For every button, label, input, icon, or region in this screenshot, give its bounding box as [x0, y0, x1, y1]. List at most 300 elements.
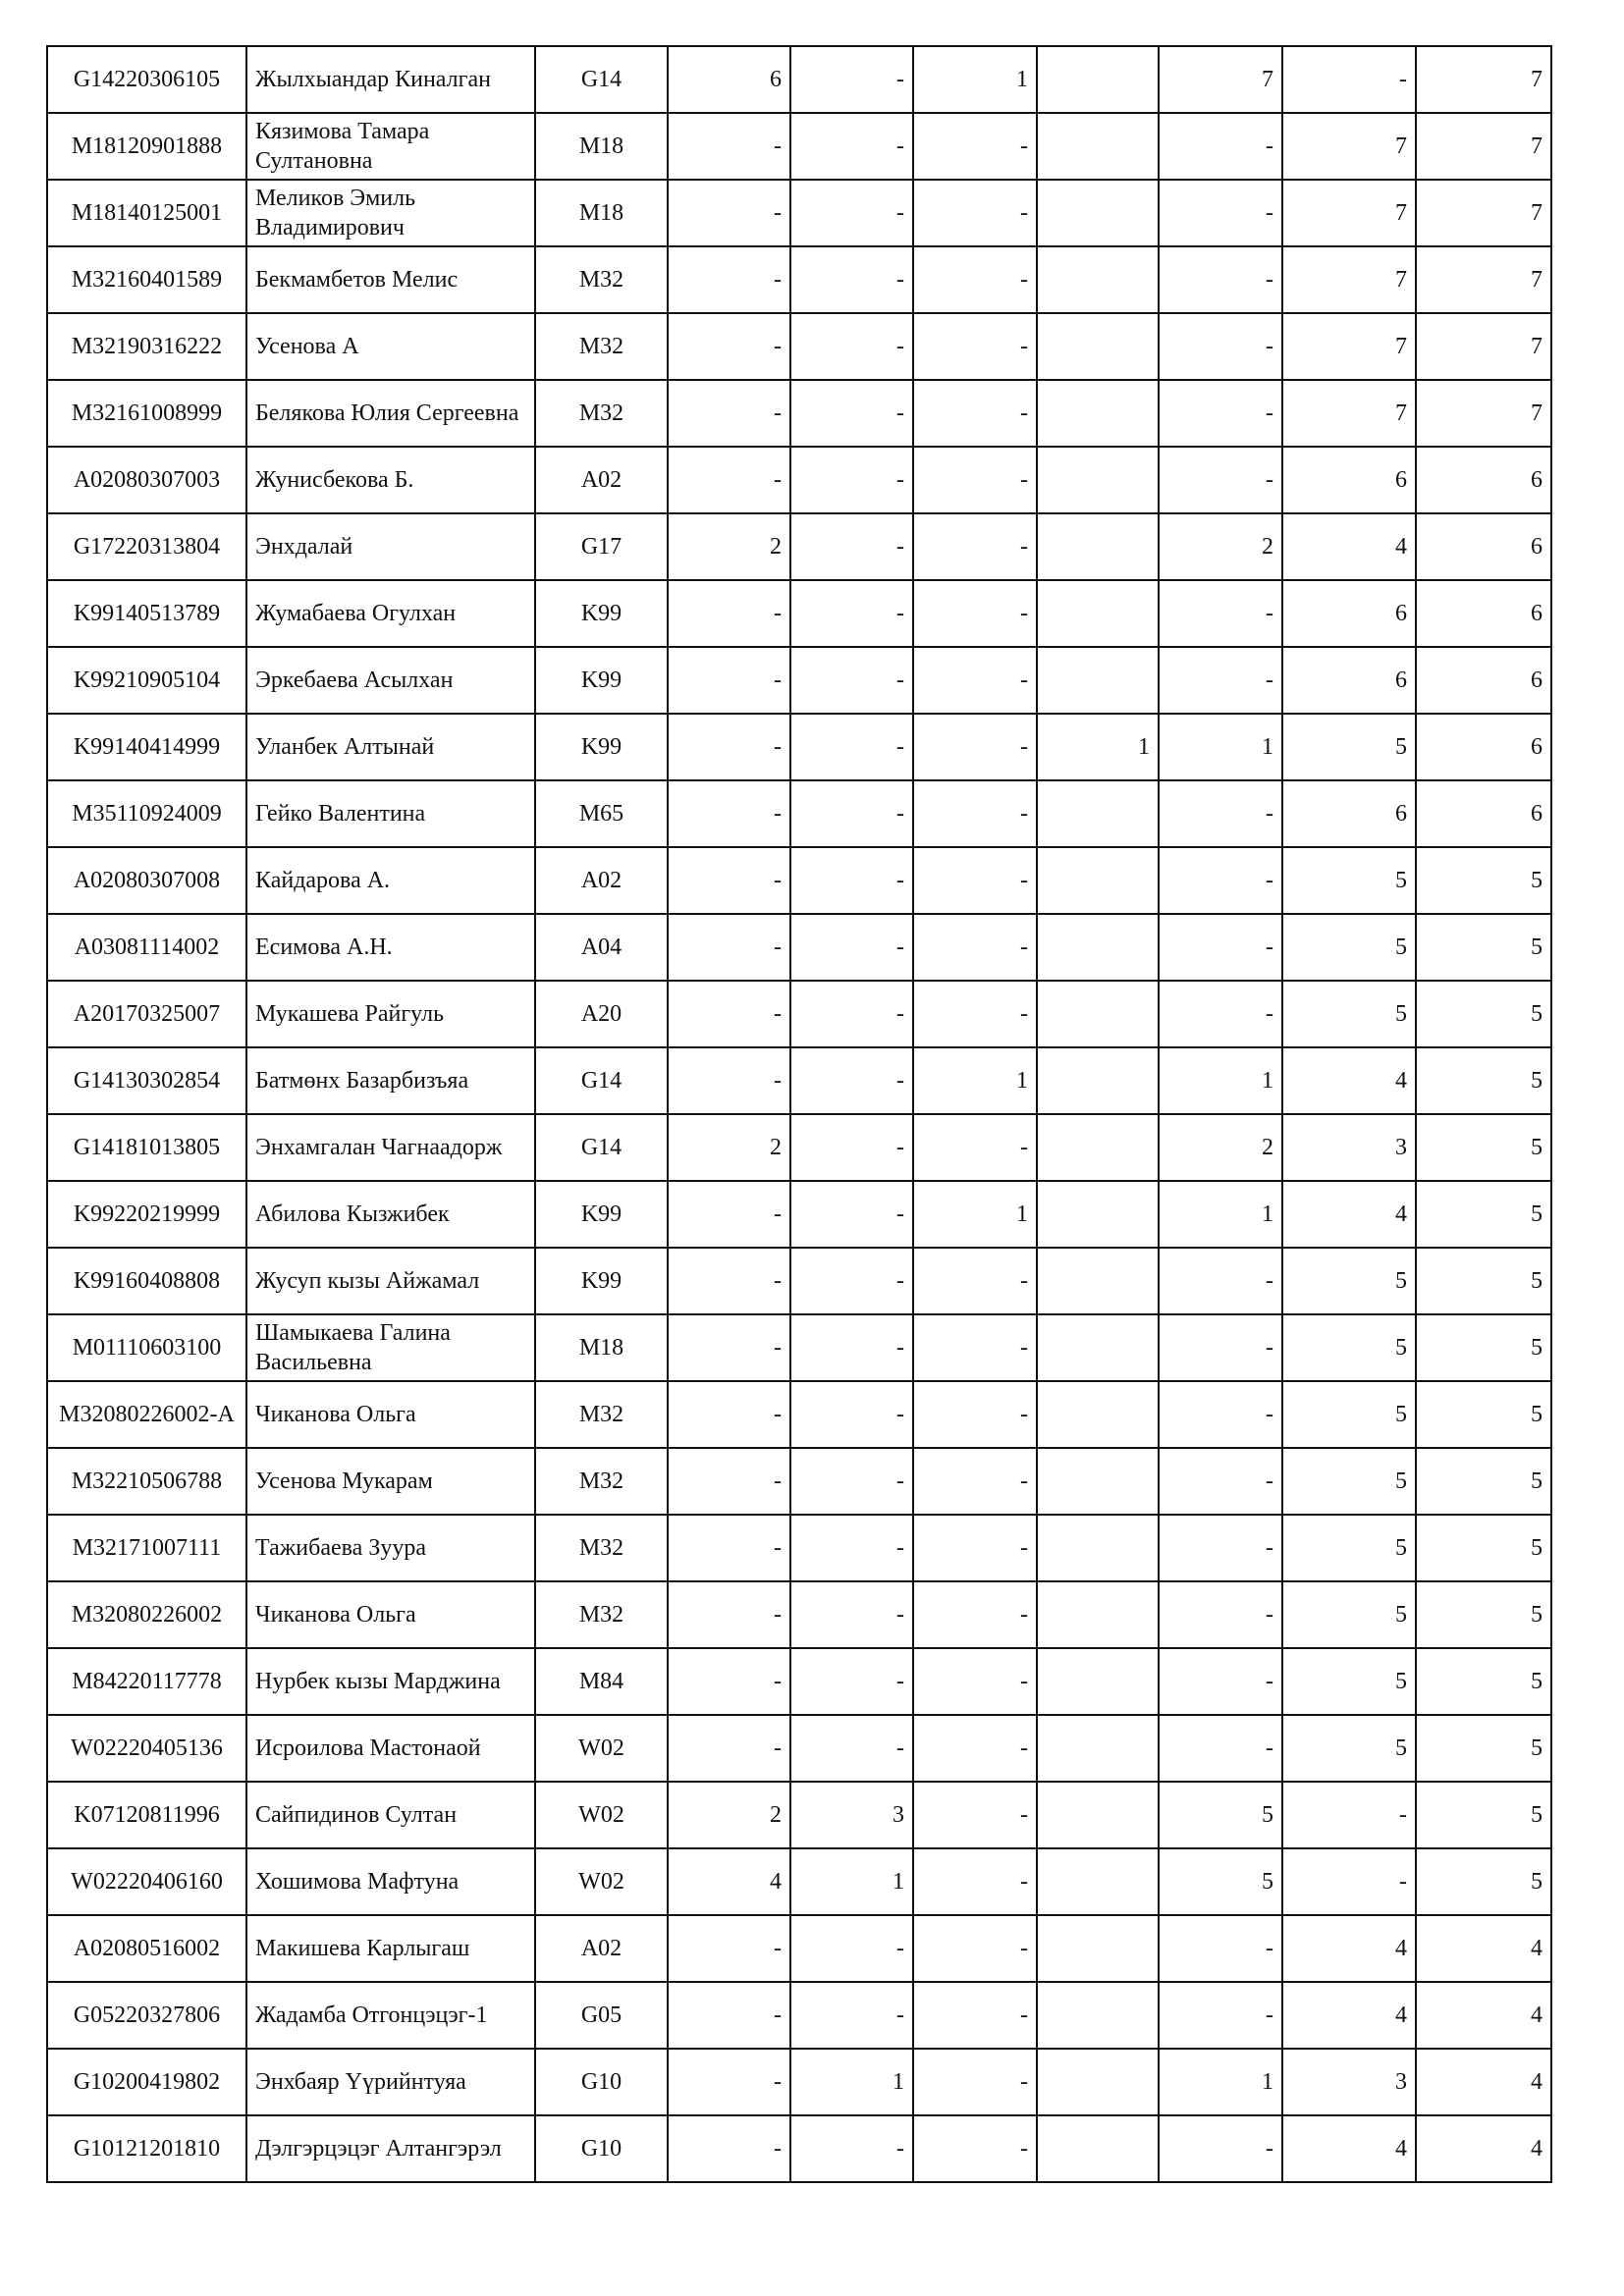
count-cell-5: 1	[1159, 1181, 1282, 1248]
count-cell-6: 5	[1282, 714, 1416, 780]
total-cell: 5	[1416, 1648, 1551, 1715]
branch-code-cell: W02	[535, 1715, 668, 1782]
count-cell-6: 4	[1282, 2115, 1416, 2182]
branch-code-cell: M32	[535, 1448, 668, 1515]
count-cell-2: -	[790, 1448, 913, 1515]
count-cell-4	[1037, 1848, 1159, 1915]
table-row	[47, 1782, 1551, 1848]
count-cell-2: -	[790, 246, 913, 313]
total-cell: 5	[1416, 1181, 1551, 1248]
count-cell-4	[1037, 1515, 1159, 1581]
count-cell-2: -	[790, 647, 913, 714]
branch-code-cell: M32	[535, 246, 668, 313]
total-cell: 5	[1416, 1581, 1551, 1648]
count-cell-2: -	[790, 847, 913, 914]
member-name-cell: Бекмамбетов Мелис	[246, 246, 535, 313]
member-name-cell: Мукашева Райгуль	[246, 981, 535, 1047]
table-body	[47, 46, 1551, 2182]
count-cell-2: -	[790, 180, 913, 246]
count-cell-5: -	[1159, 380, 1282, 447]
member-name-cell: Жылхыандар Киналган	[246, 46, 535, 113]
count-cell-6: 6	[1282, 647, 1416, 714]
count-cell-1: -	[668, 1515, 790, 1581]
count-cell-6: 5	[1282, 1248, 1416, 1314]
branch-code-cell: M18	[535, 180, 668, 246]
branch-code-cell: M84	[535, 1648, 668, 1715]
count-cell-1: -	[668, 1381, 790, 1448]
member-id-cell: G10121201810	[47, 2115, 246, 2182]
member-name-cell: Эркебаева Асылхан	[246, 647, 535, 714]
member-id-cell: K99210905104	[47, 647, 246, 714]
count-cell-6: -	[1282, 46, 1416, 113]
total-cell: 7	[1416, 313, 1551, 380]
member-name-cell: Меликов Эмиль Владимирович	[246, 180, 535, 246]
count-cell-1: -	[668, 246, 790, 313]
total-cell: 5	[1416, 847, 1551, 914]
count-cell-1: -	[668, 113, 790, 180]
branch-code-cell: A02	[535, 1915, 668, 1982]
count-cell-3: -	[913, 780, 1037, 847]
count-cell-5: 7	[1159, 46, 1282, 113]
count-cell-4	[1037, 580, 1159, 647]
member-id-cell: K07120811996	[47, 1782, 246, 1848]
count-cell-1: -	[668, 847, 790, 914]
count-cell-3: 1	[913, 1181, 1037, 1248]
count-cell-6: 4	[1282, 1181, 1416, 1248]
member-id-cell: A20170325007	[47, 981, 246, 1047]
table-row	[47, 1248, 1551, 1314]
member-name-cell: Гейко Валентина	[246, 780, 535, 847]
table-row	[47, 513, 1551, 580]
count-cell-1: -	[668, 1715, 790, 1782]
count-cell-6: 5	[1282, 1314, 1416, 1381]
count-cell-4	[1037, 1581, 1159, 1648]
total-cell: 5	[1416, 1381, 1551, 1448]
count-cell-2: -	[790, 981, 913, 1047]
count-cell-4	[1037, 1915, 1159, 1982]
count-cell-1: -	[668, 180, 790, 246]
count-cell-1: -	[668, 914, 790, 981]
total-cell: 7	[1416, 180, 1551, 246]
count-cell-1: 6	[668, 46, 790, 113]
count-cell-4	[1037, 1047, 1159, 1114]
count-cell-3: -	[913, 180, 1037, 246]
count-cell-4	[1037, 2049, 1159, 2115]
count-cell-3: 1	[913, 46, 1037, 113]
member-name-cell: Кайдарова А.	[246, 847, 535, 914]
total-cell: 6	[1416, 580, 1551, 647]
count-cell-3: -	[913, 1114, 1037, 1181]
branch-code-cell: K99	[535, 580, 668, 647]
table-row	[47, 1715, 1551, 1782]
count-cell-4	[1037, 1448, 1159, 1515]
count-cell-3: -	[913, 1848, 1037, 1915]
count-cell-3: -	[913, 246, 1037, 313]
branch-code-cell: M32	[535, 313, 668, 380]
member-name-cell: Абилова Кызжибек	[246, 1181, 535, 1248]
member-id-cell: A02080307008	[47, 847, 246, 914]
total-cell: 6	[1416, 714, 1551, 780]
member-name-cell: Уланбек Алтынай	[246, 714, 535, 780]
member-id-cell: M32160401589	[47, 246, 246, 313]
count-cell-2: -	[790, 1915, 913, 1982]
count-cell-6: 5	[1282, 914, 1416, 981]
branch-code-cell: A02	[535, 847, 668, 914]
table-row	[47, 246, 1551, 313]
count-cell-1: 2	[668, 513, 790, 580]
count-cell-6: -	[1282, 1848, 1416, 1915]
branch-code-cell: M18	[535, 1314, 668, 1381]
count-cell-1: -	[668, 1982, 790, 2049]
count-cell-3: -	[913, 1448, 1037, 1515]
total-cell: 5	[1416, 1047, 1551, 1114]
total-cell: 6	[1416, 513, 1551, 580]
count-cell-5: -	[1159, 2115, 1282, 2182]
branch-code-cell: G10	[535, 2115, 668, 2182]
count-cell-6: 7	[1282, 180, 1416, 246]
count-cell-4	[1037, 1648, 1159, 1715]
count-cell-1: -	[668, 1448, 790, 1515]
count-cell-1: -	[668, 780, 790, 847]
count-cell-4	[1037, 1181, 1159, 1248]
branch-code-cell: G10	[535, 2049, 668, 2115]
member-name-cell: Жадамба Отгонцэцэг-1	[246, 1982, 535, 2049]
count-cell-5: -	[1159, 246, 1282, 313]
branch-code-cell: A04	[535, 914, 668, 981]
count-cell-5: 1	[1159, 2049, 1282, 2115]
total-cell: 7	[1416, 380, 1551, 447]
count-cell-6: 5	[1282, 1648, 1416, 1715]
branch-code-cell: W02	[535, 1848, 668, 1915]
count-cell-3: -	[913, 2115, 1037, 2182]
table-row	[47, 1181, 1551, 1248]
count-cell-4	[1037, 113, 1159, 180]
count-cell-5: -	[1159, 647, 1282, 714]
count-cell-2: -	[790, 313, 913, 380]
branch-code-cell: K99	[535, 1181, 668, 1248]
count-cell-4	[1037, 447, 1159, 513]
member-name-cell: Белякова Юлия Сергеевна	[246, 380, 535, 447]
member-id-cell: M32161008999	[47, 380, 246, 447]
member-id-cell: G17220313804	[47, 513, 246, 580]
branch-code-cell: G14	[535, 1114, 668, 1181]
table-row	[47, 1515, 1551, 1581]
member-id-cell: A02080516002	[47, 1915, 246, 1982]
count-cell-5: -	[1159, 1581, 1282, 1648]
count-cell-6: 4	[1282, 1982, 1416, 2049]
member-id-cell: A02080307003	[47, 447, 246, 513]
table-row	[47, 1982, 1551, 2049]
table-row	[47, 1047, 1551, 1114]
count-cell-3: -	[913, 914, 1037, 981]
member-name-cell: Хошимова Мафтуна	[246, 1848, 535, 1915]
count-cell-2: -	[790, 714, 913, 780]
count-cell-6: 5	[1282, 1581, 1416, 1648]
total-cell: 4	[1416, 2115, 1551, 2182]
total-cell: 5	[1416, 1314, 1551, 1381]
count-cell-3: -	[913, 847, 1037, 914]
count-cell-6: 3	[1282, 2049, 1416, 2115]
branch-code-cell: A02	[535, 447, 668, 513]
table-row	[47, 1648, 1551, 1715]
branch-code-cell: K99	[535, 647, 668, 714]
total-cell: 5	[1416, 1782, 1551, 1848]
member-id-cell: K99160408808	[47, 1248, 246, 1314]
count-cell-3: -	[913, 580, 1037, 647]
count-cell-5: 1	[1159, 714, 1282, 780]
table-row	[47, 1314, 1551, 1381]
count-cell-3: -	[913, 1581, 1037, 1648]
table-row	[47, 1114, 1551, 1181]
count-cell-2: -	[790, 1248, 913, 1314]
branch-code-cell: A20	[535, 981, 668, 1047]
count-cell-4	[1037, 313, 1159, 380]
count-cell-1: -	[668, 714, 790, 780]
table-row	[47, 580, 1551, 647]
count-cell-3: -	[913, 1782, 1037, 1848]
count-cell-2: -	[790, 2115, 913, 2182]
branch-code-cell: G14	[535, 46, 668, 113]
count-cell-5: -	[1159, 1715, 1282, 1782]
count-cell-6: 6	[1282, 780, 1416, 847]
count-cell-5: -	[1159, 780, 1282, 847]
total-cell: 5	[1416, 1515, 1551, 1581]
count-cell-6: 4	[1282, 1915, 1416, 1982]
total-cell: 5	[1416, 1248, 1551, 1314]
branch-code-cell: M32	[535, 1381, 668, 1448]
total-cell: 7	[1416, 113, 1551, 180]
total-cell: 6	[1416, 780, 1551, 847]
branch-code-cell: G05	[535, 1982, 668, 2049]
branch-code-cell: K99	[535, 1248, 668, 1314]
count-cell-5: 5	[1159, 1848, 1282, 1915]
count-cell-1: 4	[668, 1848, 790, 1915]
member-name-cell: Кязимова Тамара Султановна	[246, 113, 535, 180]
count-cell-4	[1037, 2115, 1159, 2182]
count-cell-1: -	[668, 447, 790, 513]
table-row	[47, 1915, 1551, 1982]
count-cell-4	[1037, 46, 1159, 113]
count-cell-3: -	[913, 513, 1037, 580]
count-cell-1: 2	[668, 1114, 790, 1181]
count-cell-1: -	[668, 1181, 790, 1248]
member-name-cell: Усенова Мукарам	[246, 1448, 535, 1515]
member-id-cell: M32190316222	[47, 313, 246, 380]
count-cell-6: -	[1282, 1782, 1416, 1848]
member-name-cell: Исроилова Мастонаой	[246, 1715, 535, 1782]
count-cell-4	[1037, 1782, 1159, 1848]
count-cell-6: 7	[1282, 313, 1416, 380]
count-cell-3: -	[913, 113, 1037, 180]
member-name-cell: Энхамгалан Чагнаадорж	[246, 1114, 535, 1181]
member-id-cell: K99140513789	[47, 580, 246, 647]
count-cell-3: -	[913, 647, 1037, 714]
member-id-cell: M18140125001	[47, 180, 246, 246]
count-cell-1: -	[668, 981, 790, 1047]
count-cell-3: -	[913, 981, 1037, 1047]
count-cell-1: -	[668, 313, 790, 380]
total-cell: 6	[1416, 647, 1551, 714]
member-name-cell: Усенова А	[246, 313, 535, 380]
branch-code-cell: M32	[535, 1515, 668, 1581]
count-cell-6: 4	[1282, 1047, 1416, 1114]
count-cell-2: -	[790, 1114, 913, 1181]
member-id-cell: G10200419802	[47, 2049, 246, 2115]
total-cell: 5	[1416, 1848, 1551, 1915]
count-cell-4	[1037, 981, 1159, 1047]
member-id-cell: M84220117778	[47, 1648, 246, 1715]
member-id-cell: M01110603100	[47, 1314, 246, 1381]
branch-code-cell: M18	[535, 113, 668, 180]
count-cell-1: -	[668, 2049, 790, 2115]
branch-code-cell: G17	[535, 513, 668, 580]
count-cell-6: 5	[1282, 1381, 1416, 1448]
member-name-cell: Жунисбекова Б.	[246, 447, 535, 513]
count-cell-4	[1037, 847, 1159, 914]
count-cell-5: -	[1159, 847, 1282, 914]
count-cell-4	[1037, 246, 1159, 313]
table-row	[47, 46, 1551, 113]
table-row	[47, 1848, 1551, 1915]
count-cell-2: -	[790, 1381, 913, 1448]
table-row	[47, 447, 1551, 513]
count-cell-5: -	[1159, 447, 1282, 513]
table-row	[47, 180, 1551, 246]
total-cell: 5	[1416, 1114, 1551, 1181]
count-cell-4	[1037, 1381, 1159, 1448]
count-cell-5: -	[1159, 1448, 1282, 1515]
count-cell-2: -	[790, 1581, 913, 1648]
count-cell-1: -	[668, 1248, 790, 1314]
count-cell-2: -	[790, 46, 913, 113]
count-cell-2: 3	[790, 1782, 913, 1848]
count-cell-1: -	[668, 1581, 790, 1648]
count-cell-6: 5	[1282, 1515, 1416, 1581]
count-cell-6: 4	[1282, 513, 1416, 580]
count-cell-3: -	[913, 2049, 1037, 2115]
member-name-cell: Шамыкаева Галина Васильевна	[246, 1314, 535, 1381]
count-cell-2: -	[790, 1515, 913, 1581]
count-cell-4	[1037, 1114, 1159, 1181]
count-cell-6: 7	[1282, 380, 1416, 447]
count-cell-5: -	[1159, 981, 1282, 1047]
member-id-cell: W02220406160	[47, 1848, 246, 1915]
member-id-cell: W02220405136	[47, 1715, 246, 1782]
count-cell-6: 5	[1282, 981, 1416, 1047]
count-cell-1: -	[668, 380, 790, 447]
count-cell-5: -	[1159, 1314, 1282, 1381]
total-cell: 4	[1416, 1915, 1551, 1982]
count-cell-3: -	[913, 1915, 1037, 1982]
member-name-cell: Тажибаева Зуура	[246, 1515, 535, 1581]
count-cell-5: -	[1159, 580, 1282, 647]
member-id-cell: M32210506788	[47, 1448, 246, 1515]
count-cell-6: 6	[1282, 447, 1416, 513]
total-cell: 5	[1416, 1715, 1551, 1782]
count-cell-3: -	[913, 714, 1037, 780]
branch-code-cell: M32	[535, 380, 668, 447]
count-cell-4	[1037, 1982, 1159, 2049]
member-id-cell: G14130302854	[47, 1047, 246, 1114]
count-cell-5: 2	[1159, 513, 1282, 580]
count-cell-2: -	[790, 1648, 913, 1715]
count-cell-4	[1037, 780, 1159, 847]
total-cell: 5	[1416, 981, 1551, 1047]
branch-code-cell: G14	[535, 1047, 668, 1114]
total-cell: 6	[1416, 447, 1551, 513]
branch-code-cell: K99	[535, 714, 668, 780]
member-id-cell: G14181013805	[47, 1114, 246, 1181]
total-cell: 7	[1416, 46, 1551, 113]
count-cell-2: -	[790, 447, 913, 513]
count-cell-6: 5	[1282, 847, 1416, 914]
member-id-cell: M18120901888	[47, 113, 246, 180]
table-row	[47, 2115, 1551, 2182]
count-cell-3: -	[913, 1314, 1037, 1381]
count-cell-4	[1037, 1248, 1159, 1314]
count-cell-5: -	[1159, 113, 1282, 180]
branch-code-cell: M32	[535, 1581, 668, 1648]
count-cell-1: -	[668, 1047, 790, 1114]
count-cell-1: -	[668, 2115, 790, 2182]
count-cell-6: 5	[1282, 1448, 1416, 1515]
count-cell-3: -	[913, 1982, 1037, 2049]
count-cell-2: 1	[790, 2049, 913, 2115]
count-cell-2: -	[790, 513, 913, 580]
member-name-cell: Чиканова Ольга	[246, 1581, 535, 1648]
count-cell-5: -	[1159, 180, 1282, 246]
count-cell-2: -	[790, 1047, 913, 1114]
count-cell-2: -	[790, 1982, 913, 2049]
count-cell-5: -	[1159, 1381, 1282, 1448]
table-row	[47, 780, 1551, 847]
member-name-cell: Сайпидинов Султан	[246, 1782, 535, 1848]
count-cell-5: -	[1159, 914, 1282, 981]
member-name-cell: Нурбек кызы Марджина	[246, 1648, 535, 1715]
member-name-cell: Есимова А.Н.	[246, 914, 535, 981]
count-cell-2: -	[790, 1314, 913, 1381]
count-cell-4	[1037, 513, 1159, 580]
count-cell-5: -	[1159, 1648, 1282, 1715]
count-cell-3: -	[913, 1381, 1037, 1448]
count-cell-1: -	[668, 1915, 790, 1982]
count-cell-1: 2	[668, 1782, 790, 1848]
member-id-cell: M32080226002-A	[47, 1381, 246, 1448]
count-cell-2: -	[790, 113, 913, 180]
count-cell-5: -	[1159, 1515, 1282, 1581]
count-cell-3: -	[913, 1248, 1037, 1314]
table-row	[47, 981, 1551, 1047]
total-cell: 4	[1416, 1982, 1551, 2049]
report-table	[46, 45, 1552, 2183]
count-cell-5: -	[1159, 1982, 1282, 2049]
count-cell-3: -	[913, 313, 1037, 380]
member-name-cell: Батмөнх Базарбизъяа	[246, 1047, 535, 1114]
count-cell-2: -	[790, 780, 913, 847]
count-cell-5: -	[1159, 313, 1282, 380]
count-cell-4	[1037, 1715, 1159, 1782]
table-row	[47, 847, 1551, 914]
table-row	[47, 714, 1551, 780]
count-cell-3: -	[913, 1648, 1037, 1715]
member-id-cell: M35110924009	[47, 780, 246, 847]
count-cell-5: 5	[1159, 1782, 1282, 1848]
count-cell-4	[1037, 647, 1159, 714]
table-row	[47, 380, 1551, 447]
table-row	[47, 313, 1551, 380]
table-row	[47, 914, 1551, 981]
member-id-cell: M32080226002	[47, 1581, 246, 1648]
